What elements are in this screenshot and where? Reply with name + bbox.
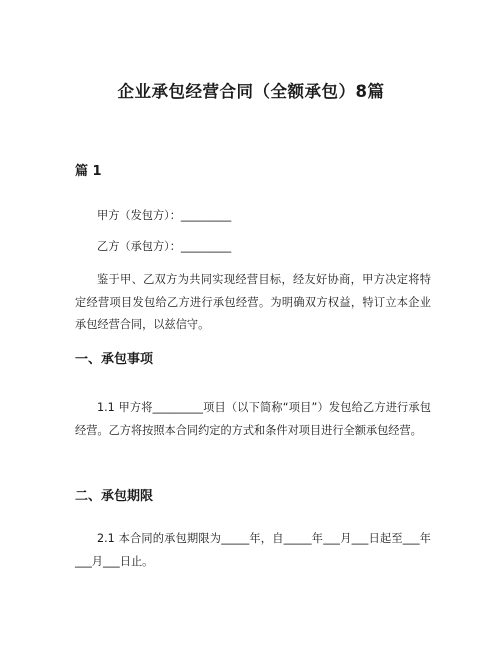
- section-2-heading: 二、承包期限: [75, 489, 154, 504]
- chapter-heading: 篇 1: [75, 164, 102, 179]
- party-b-line: 乙方（承包方）：_________: [97, 240, 232, 253]
- clause-2-1: 2.1 本合同的承包期限为_____年，自_____年___月___日起至___年___月___日止。: [75, 532, 431, 568]
- party-a-line: 甲方（发包方）：_________: [97, 209, 232, 222]
- preamble-paragraph: 鉴于甲、乙双方为共同实现经营目标，经友好协商，甲方决定将特定经营项目发包给乙方进行承包经营。为明确双方权益，特订立本企业承包经营合同，以兹信守。: [75, 273, 431, 331]
- clause-1-1: 1.1 甲方将_________项目（以下简称“项目”）发包给乙方进行承包经营。乙方将按照本合同约定的方式和条件对项目进行全额承包经营。: [75, 401, 431, 437]
- document-title: 企业承包经营合同（全额承包）8篇: [117, 82, 385, 101]
- section-1-heading: 一、承包事项: [75, 352, 154, 367]
